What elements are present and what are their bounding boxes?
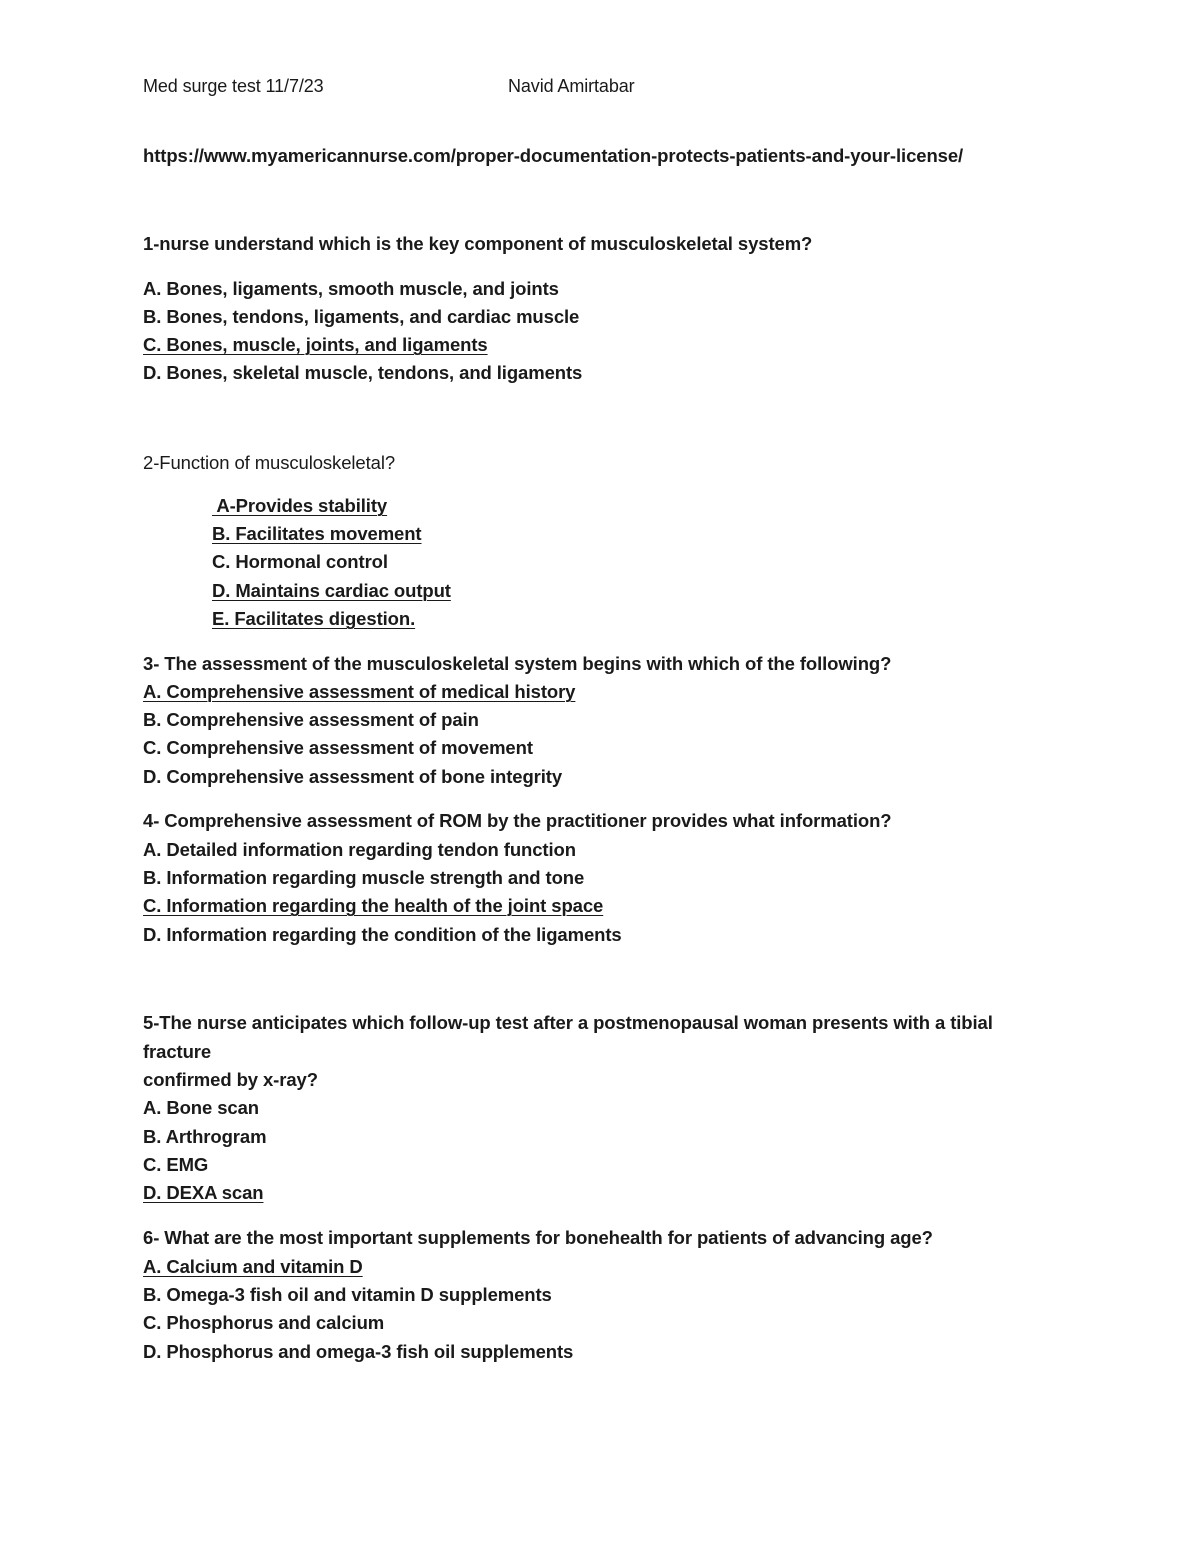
question-2-option-c: C. Hormonal control [212,551,388,572]
question-6-option-d: D. Phosphorus and omega-3 fish oil supplements [143,1341,574,1362]
question-6-option-a: A. Calcium and vitamin D [143,1256,363,1277]
question-3-option-d: D. Comprehensive assessment of bone integrity [143,766,563,787]
question-4-option-c: C. Information regarding the health of the joint space [143,895,604,916]
question-2-option-d: D. Maintains cardiac output [212,580,451,601]
question-2-option-b: B. Facilitates movement [212,523,422,544]
question-6-text: 6- What are the most important supplements for bonehealth for patients of advancing age? [143,1227,933,1248]
question-2-option-a: A-Provides stability [212,495,388,516]
question-5-option-c: C. EMG [143,1154,209,1175]
question-5-option-b: B. Arthrogram [143,1126,267,1147]
question-1-option-c: C. Bones, muscle, joints, and ligaments [143,334,488,355]
question-6-option-c: C. Phosphorus and calcium [143,1312,385,1333]
question-3-option-b: B. Comprehensive assessment of pain [143,709,479,730]
question-3-text: 3- The assessment of the musculoskeletal system begins with which of the following? [143,653,892,674]
question-3-option-c: C. Comprehensive assessment of movement [143,737,533,758]
question-5-text-line-3: confirmed by x-ray? [143,1069,318,1090]
question-2-option-e: E. Facilitates digestion. [212,608,416,629]
question-5-text-line-2: fracture [143,1041,212,1062]
question-3-option-a: A. Comprehensive assessment of medical history [143,681,576,702]
question-1-option-d: D. Bones, skeletal muscle, tendons, and ligaments [143,362,583,383]
question-5-text-line-1: 5-The nurse anticipates which follow-up test after a postmenopausal woman presents with a tibial [143,1012,993,1033]
question-1-option-b: B. Bones, tendons, ligaments, and cardiac muscle [143,306,580,327]
header-title-date: Med surge test 11/7/23 [143,76,324,96]
question-5-option-d: D. DEXA scan [143,1182,264,1203]
header-author: Navid Amirtabar [508,76,635,96]
question-2-text: 2-Function of musculoskeletal? [143,452,396,473]
question-4-option-d: D. Information regarding the condition of the ligaments [143,924,622,945]
question-1-text: 1-nurse understand which is the key component of musculoskeletal system? [143,233,813,254]
question-5-option-a: A. Bone scan [143,1097,259,1118]
question-4-option-b: B. Information regarding muscle strength and tone [143,867,585,888]
reference-url: https://www.myamericannurse.com/proper-documentation-protects-patients-and-your-license/ [143,145,964,166]
question-4-option-a: A. Detailed information regarding tendon function [143,839,576,860]
question-1-option-a: A. Bones, ligaments, smooth muscle, and joints [143,278,559,299]
question-4-text: 4- Comprehensive assessment of ROM by the practitioner provides what information? [143,810,892,831]
question-6-option-b: B. Omega-3 fish oil and vitamin D supplements [143,1284,552,1305]
